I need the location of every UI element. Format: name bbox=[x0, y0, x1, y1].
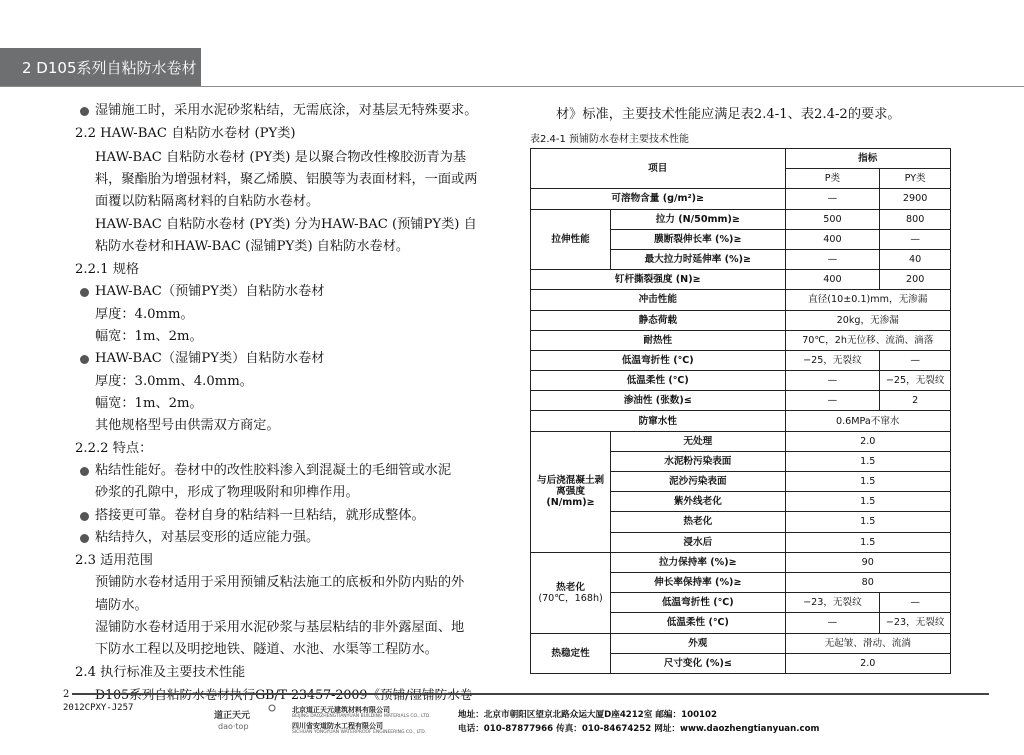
company-name-en: SICHUAN YONGYUAN WATERPROOF ENGINEERING CO., LTD. bbox=[292, 730, 427, 735]
footer-address: 地址：北京市朝阳区望京北路众运大厦D座4212室 邮编：100102 bbox=[458, 710, 717, 720]
paragraph-line: 料，聚酯胎为增强材料，聚乙烯膜、铝膜等为表面材料，一面或两 bbox=[95, 172, 478, 187]
table-cell: 静态荷载 bbox=[531, 310, 786, 330]
table-cell: — bbox=[880, 350, 951, 370]
table-row bbox=[531, 633, 951, 653]
paragraph-line bbox=[95, 685, 472, 705]
paragraph-line: HAW-BAC（预铺PY类）自粘防水卷材 bbox=[95, 284, 325, 299]
table-header-cell: PY类 bbox=[880, 169, 951, 189]
table-cell: 90 bbox=[785, 552, 950, 572]
table-cell: 渗油性 (张数)≤ bbox=[531, 391, 786, 411]
section-heading: 2.4 执行标准及主要技术性能 bbox=[75, 665, 246, 680]
logo-cn: 道正天元 bbox=[214, 711, 251, 721]
table-header-cell: 项目 bbox=[531, 149, 786, 189]
paragraph-line: 湿铺防水卷材适用于采用水泥砂浆与基层粘结的非外露屋面、地 bbox=[95, 620, 465, 635]
table-cell: 外观 bbox=[611, 633, 785, 653]
table-cell: 耐热性 bbox=[531, 330, 786, 350]
table-cell: 2900 bbox=[880, 189, 951, 209]
table-cell: 0.6MPa不窜水 bbox=[785, 411, 950, 431]
spec-table bbox=[530, 148, 951, 674]
paragraph-line: 粘结持久，对基层变形的适应能力强。 bbox=[95, 530, 320, 545]
table-cell: 200 bbox=[880, 270, 951, 290]
paragraph-line: 湿铺施工时，采用水泥砂浆粘结，无需底涂，对基层无特殊要求。 bbox=[95, 103, 478, 118]
table-row bbox=[531, 552, 951, 572]
table-row bbox=[531, 149, 951, 169]
table-row bbox=[531, 189, 951, 209]
table-row bbox=[531, 270, 951, 290]
table-cell: 2 bbox=[880, 391, 951, 411]
bullet-icon bbox=[80, 288, 89, 297]
table-cell: — bbox=[785, 391, 880, 411]
table-cell: 无处理 bbox=[611, 431, 785, 451]
logo-mark-icon bbox=[268, 704, 276, 712]
table-cell: 400 bbox=[785, 270, 880, 290]
paragraph-line: 墙防水。 bbox=[95, 598, 148, 613]
table-cell: 1.5 bbox=[785, 512, 950, 532]
table-group-cell: 热稳定性 bbox=[531, 633, 611, 673]
page-number: 2 bbox=[63, 689, 70, 700]
table-cell: 70℃，2h无位移、流淌、滴落 bbox=[785, 330, 950, 350]
paragraph-line: HAW-BAC 自粘防水卷材 (PY类) 是以聚合物改性橡胶沥青为基 bbox=[95, 150, 467, 165]
table-cell: 低温弯折性 (℃) bbox=[611, 593, 785, 613]
group-label: 热老化 bbox=[556, 581, 585, 593]
table-cell: 泥沙污染表面 bbox=[611, 472, 785, 492]
document-code: 2012CPXY-J257 bbox=[63, 703, 134, 713]
bullet-icon bbox=[80, 467, 89, 476]
table-cell: 水泥粉污染表面 bbox=[611, 451, 785, 471]
table-cell: 40 bbox=[880, 249, 951, 269]
company-name: 四川省安道防水工程有限公司 bbox=[292, 722, 383, 730]
chapter-title: 2 D105系列自粘防水卷材 bbox=[22, 59, 197, 77]
section-heading: 2.2.1 规格 bbox=[75, 262, 140, 277]
table-cell: — bbox=[785, 371, 880, 391]
paragraph-line: HAW-BAC（湿铺PY类）自粘防水卷材 bbox=[95, 351, 325, 366]
table-row bbox=[531, 290, 951, 310]
table-row bbox=[531, 350, 951, 370]
table-cell: −25，无裂纹 bbox=[785, 350, 880, 370]
paragraph-line: 预铺防水卷材适用于采用预铺反粘法施工的底板和外防内贴的外 bbox=[95, 575, 465, 590]
paragraph-line: 下防水工程以及明挖地铁、隧道、水池、水渠等工程防水。 bbox=[95, 642, 438, 657]
table-row bbox=[531, 371, 951, 391]
table-cell: 尺寸变化 (%)≤ bbox=[611, 653, 785, 673]
table-cell: −25，无裂纹 bbox=[880, 371, 951, 391]
header-rule bbox=[0, 86, 1024, 87]
table-cell: 防窜水性 bbox=[531, 411, 786, 431]
paragraph-line: 幅宽：1m、2m。 bbox=[95, 329, 203, 344]
table-cell: 热老化 bbox=[611, 512, 785, 532]
company-name-en: BEIJING DAOZHENGTIANYUAN BUILDING MATERIALS CO., LTD. bbox=[292, 714, 431, 719]
paragraph-line: 粘结性能好。卷材中的改性胶料渗入到混凝土的毛细管或水泥 bbox=[95, 463, 452, 478]
table-cell: 浸水后 bbox=[611, 532, 785, 552]
paragraph-line: 厚度：4.0mm。 bbox=[95, 307, 194, 322]
table-cell: −23，无裂纹 bbox=[785, 593, 880, 613]
table-row bbox=[531, 431, 951, 451]
table-cell: 低温柔性 (℃) bbox=[611, 613, 785, 633]
paragraph-line: 材》标准，主要技术性能应满足表2.4-1、表2.4-2的要求。 bbox=[556, 107, 901, 122]
table-row bbox=[531, 209, 951, 229]
table-caption: 表2.4-1 预铺防水卷材主要技术性能 bbox=[530, 134, 690, 145]
table-row bbox=[531, 310, 951, 330]
table-cell: −23，无裂纹 bbox=[880, 613, 951, 633]
section-heading: 2.2 HAW-BAC 自粘防水卷材 (PY类) bbox=[75, 126, 296, 141]
paragraph-line: 幅宽：1m、2m。 bbox=[95, 396, 203, 411]
table-cell: 可溶物含量 (g/m²)≥ bbox=[531, 189, 786, 209]
table-cell: 伸长率保持率 (%)≥ bbox=[611, 572, 785, 592]
table-cell: 直径(10±0.1)mm，无渗漏 bbox=[785, 290, 950, 310]
paragraph-line: 搭接更可靠。卷材自身的粘结料一旦粘结，就形成整体。 bbox=[95, 508, 425, 523]
bullet-icon bbox=[80, 107, 89, 116]
table-cell: 1.5 bbox=[785, 472, 950, 492]
table-row bbox=[531, 330, 951, 350]
table-cell: 800 bbox=[880, 209, 951, 229]
table-cell: 20kg，无渗漏 bbox=[785, 310, 950, 330]
table-cell: 80 bbox=[785, 572, 950, 592]
table-cell: 500 bbox=[785, 209, 880, 229]
table-cell: 无起皱、滑动、流淌 bbox=[785, 633, 950, 653]
section-heading: 2.2.2 特点： bbox=[75, 441, 153, 456]
table-group-cell bbox=[531, 552, 611, 633]
table-cell: 2.0 bbox=[785, 431, 950, 451]
table-cell: 低温柔性 (℃) bbox=[531, 371, 786, 391]
table-group-cell: 拉伸性能 bbox=[531, 209, 611, 270]
footer-rule bbox=[72, 693, 989, 695]
table-cell: 1.5 bbox=[785, 492, 950, 512]
table-cell: 膜断裂伸长率 (%)≥ bbox=[611, 229, 785, 249]
chapter-header bbox=[0, 48, 201, 86]
table-cell: — bbox=[785, 249, 880, 269]
logo-en: dao·top bbox=[218, 722, 249, 731]
paragraph-line: 面覆以防粘隔离材料的自粘防水卷材。 bbox=[95, 194, 320, 209]
paragraph-line: 粘防水卷材和HAW-BAC (湿铺PY类) 自粘防水卷材。 bbox=[95, 239, 410, 254]
table-group-cell: 与后浇混凝土剥离强度 (N/mm)≥ bbox=[531, 431, 611, 552]
paragraph-line: 其他规格型号由供需双方商定。 bbox=[95, 418, 280, 433]
table-cell: 最大拉力时延伸率 (%)≥ bbox=[611, 249, 785, 269]
paragraph-line: 厚度：3.0mm、4.0mm。 bbox=[95, 374, 253, 389]
group-sublabel: (70℃，168h) bbox=[538, 592, 603, 604]
bullet-icon bbox=[80, 512, 89, 521]
table-row bbox=[531, 391, 951, 411]
footer-contact: 电话：010-87877966 传真：010-84674252 网址：www.daozhengtianyuan.com bbox=[458, 724, 820, 734]
table-cell: 拉力保持率 (%)≥ bbox=[611, 552, 785, 572]
paragraph-line: 砂浆的孔隙中，形成了物理吸附和卯榫作用。 bbox=[95, 485, 359, 500]
table-cell: 1.5 bbox=[785, 532, 950, 552]
table-cell: 1.5 bbox=[785, 451, 950, 471]
table-cell: — bbox=[880, 593, 951, 613]
bullet-icon bbox=[80, 534, 89, 543]
table-cell: — bbox=[880, 229, 951, 249]
table-row bbox=[531, 411, 951, 431]
table-cell: 低温弯折性 (℃) bbox=[531, 350, 786, 370]
company-name: 北京道正天元建筑材料有限公司 bbox=[292, 706, 390, 714]
table-cell: 400 bbox=[785, 229, 880, 249]
table-cell: — bbox=[785, 613, 880, 633]
section-heading: 2.3 适用范围 bbox=[75, 553, 153, 568]
table-cell: 钉杆撕裂强度 (N)≥ bbox=[531, 270, 786, 290]
table-header-cell: P类 bbox=[785, 169, 880, 189]
table-cell: 2.0 bbox=[785, 653, 950, 673]
table-header-cell: 指标 bbox=[785, 149, 950, 169]
paragraph-line: HAW-BAC 自粘防水卷材 (PY类) 分为HAW-BAC (预铺PY类) 自 bbox=[95, 217, 477, 232]
table-cell: 冲击性能 bbox=[531, 290, 786, 310]
table-cell: 紫外线老化 bbox=[611, 492, 785, 512]
table-cell: — bbox=[785, 189, 880, 209]
bullet-icon bbox=[80, 355, 89, 364]
table-cell: 拉力 (N/50mm)≥ bbox=[611, 209, 785, 229]
